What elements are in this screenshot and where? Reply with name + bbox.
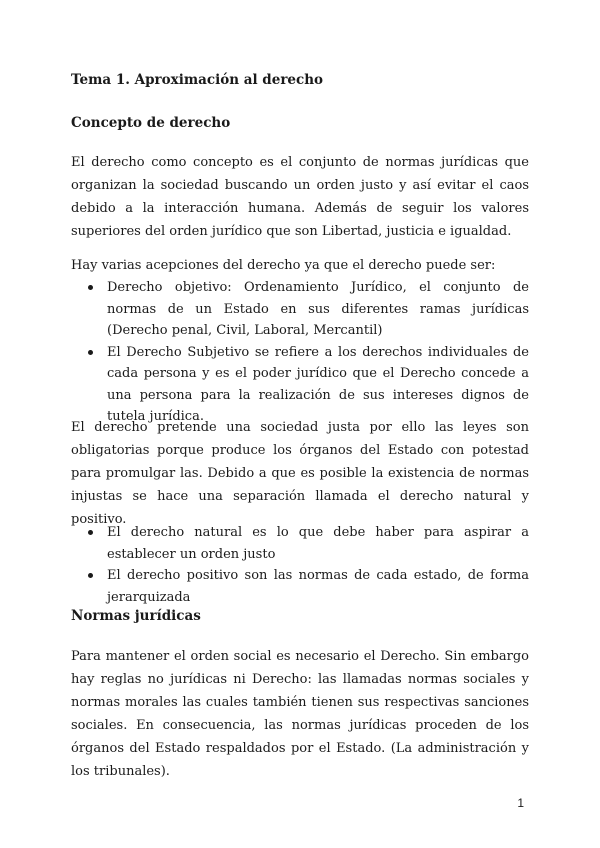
list-item bbox=[71, 522, 529, 565]
paragraph-normas: Para mantener el orden social es necesario el Derecho. Sin embargo hay reglas no jurídicas ni Derecho: las llamadas normas sociales y normas morales las cuales también tienen sus respectivas sanciones sociales. En consecuencia, las normas jurídicas proceden de los órganos del Estado respaldados por el Estado. (La administración y los tribunales). bbox=[71, 649, 529, 779]
section-heading-concepto: Concepto de derecho bbox=[71, 115, 231, 131]
bullet-list-derecho bbox=[71, 522, 529, 608]
list-intro-block bbox=[71, 255, 529, 277]
paragraph-concepto: El derecho como concepto es el conjunto de normas jurídicas que organizan la sociedad buscando un orden justo y así evitar el caos debido a la interacción humana. Además de seguir los valores superiores del orden jurídico que son Libertad, justicia e igualdad. bbox=[71, 155, 529, 239]
paragraph-sociedad-justa: El derecho pretende una sociedad justa por ello las leyes son obligatorias porque produce los órganos del Estado con potestad para promulgar las. Debido a que es posible la existencia de normas injustas se hace una separación llamada el derecho natural y positivo. bbox=[71, 420, 529, 527]
list-item-text: El derecho natural es lo que debe haber para aspirar a establecer un orden justo bbox=[107, 525, 529, 562]
bullet-icon bbox=[88, 530, 93, 535]
bullet-list-derecho-block bbox=[71, 522, 529, 608]
list-item-text: El derecho positivo son las normas de cada estado, de forma jerarquizada bbox=[107, 568, 529, 605]
list-intro-acepciones: Hay varias acepciones del derecho ya que el derecho puede ser: bbox=[71, 258, 496, 273]
list-item bbox=[71, 342, 529, 428]
bullet-icon bbox=[88, 350, 93, 355]
section-heading-block bbox=[71, 113, 529, 133]
paragraph-block bbox=[71, 151, 529, 243]
bullet-icon bbox=[88, 285, 93, 290]
bullet-icon bbox=[88, 573, 93, 578]
list-item-text: El Derecho Subjetivo se refiere a los derechos individuales de cada persona y es el poder jurídico que el Derecho concede a una persona para la realización de sus intereses dignos de tutela jurídica. bbox=[107, 344, 529, 424]
list-item bbox=[71, 277, 529, 342]
document-title-block bbox=[71, 70, 529, 90]
bullet-list-acepciones bbox=[71, 277, 529, 428]
page-number: 1 bbox=[517, 796, 524, 810]
bullet-list-acepciones-block bbox=[71, 277, 529, 428]
section-heading-normas: Normas jurídicas bbox=[71, 608, 201, 624]
section-heading-block bbox=[71, 606, 529, 626]
list-item bbox=[71, 565, 529, 608]
paragraph-block bbox=[71, 645, 529, 783]
paragraph-block bbox=[71, 416, 529, 531]
list-item-text: Derecho objetivo: Ordenamiento Jurídico, el conjunto de normas de un Estado en sus diferentes ramas jurídicas (Derecho penal, Civil, Laboral, Mercantil) bbox=[107, 280, 529, 338]
document-title: Tema 1. Aproximación al derecho bbox=[71, 72, 324, 88]
